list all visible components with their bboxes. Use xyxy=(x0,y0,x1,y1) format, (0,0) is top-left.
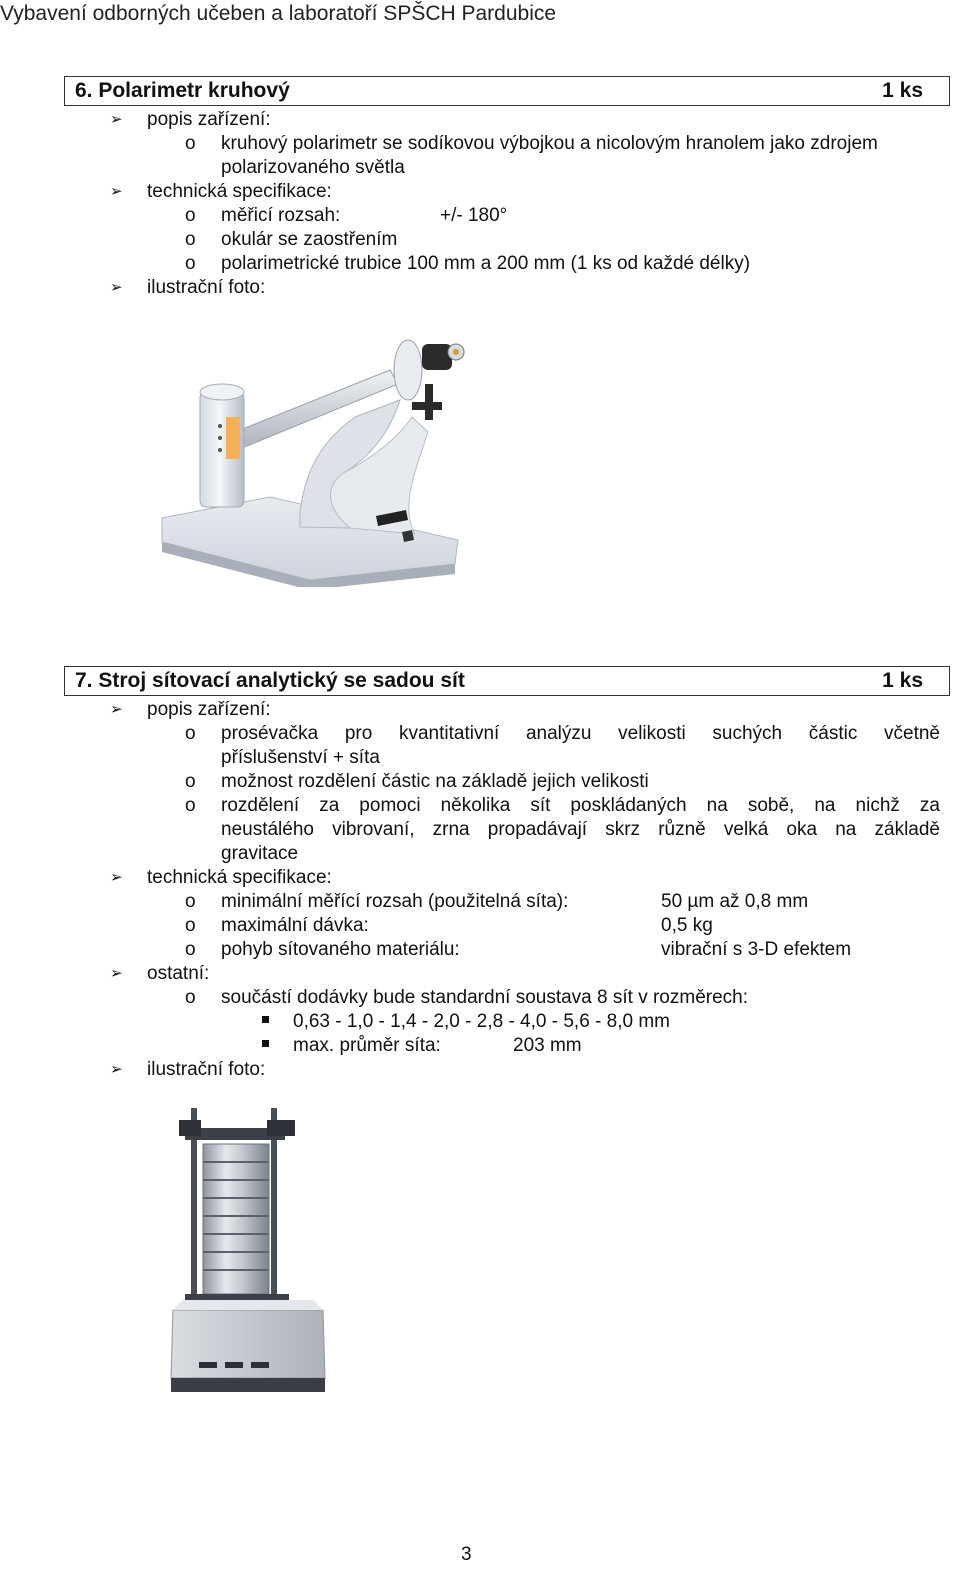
s6-spec-1-value: +/- 180° xyxy=(440,205,508,226)
section-7-title: 7. Stroj sítovací analytický se sadou sít xyxy=(75,669,465,692)
section-7-heading xyxy=(64,666,950,696)
arrow-bullet-icon: ➢ xyxy=(110,869,123,886)
page-header: Vybavení odborných učeben a laboratoří SPŠCH Pardubice xyxy=(0,2,557,25)
s7-popis-label: popis zařízení: xyxy=(147,699,271,720)
polarimeter-photo xyxy=(150,322,480,587)
s7-popis-2: možnost rozdělení částic na základě jejich velikosti xyxy=(221,771,649,792)
s6-spec-2: okulár se zaostřením xyxy=(221,229,398,250)
arrow-bullet-icon: ➢ xyxy=(110,701,123,718)
s7-popis-3a: rozdělení za pomoci několika sít poskládaných na sobě, na nichž za xyxy=(221,795,940,816)
s7-ostatni-label: ostatní: xyxy=(147,963,210,984)
s7-spec-2-value: 0,5 kg xyxy=(661,915,713,936)
circle-bullet-icon: o xyxy=(185,133,196,154)
section-7-quantity: 1 ks xyxy=(882,669,923,692)
circle-bullet-icon: o xyxy=(185,229,196,250)
section-6-title: 6. Polarimetr kruhový xyxy=(75,79,290,102)
s6-spec-1-label: měřicí rozsah: xyxy=(221,205,341,226)
s7-ostatni-1-sub-1: 0,63 - 1,0 - 1,4 - 2,0 - 2,8 - 4,0 - 5,6 - 8,0 mm xyxy=(293,1011,670,1032)
circle-bullet-icon: o xyxy=(185,205,196,226)
s6-popis-label: popis zařízení: xyxy=(147,109,271,130)
arrow-bullet-icon: ➢ xyxy=(110,111,123,128)
s7-foto-label: ilustrační foto: xyxy=(147,1059,266,1080)
arrow-bullet-icon: ➢ xyxy=(110,183,123,200)
s7-spec-3-label: pohyb sítovaného materiálu: xyxy=(221,939,460,960)
s7-ostatni-1: součástí dodávky bude standardní soustava 8 sít v rozměrech: xyxy=(221,987,749,1008)
s7-spec-1-value: 50 µm až 0,8 mm xyxy=(661,891,809,912)
arrow-bullet-icon: ➢ xyxy=(110,965,123,982)
circle-bullet-icon: o xyxy=(185,891,196,912)
circle-bullet-icon: o xyxy=(185,915,196,936)
s7-ostatni-1-sub-2-label: max. průměr síta: xyxy=(293,1035,441,1056)
s6-popis-1b: polarizovaného světla xyxy=(221,157,405,178)
s6-spec-3: polarimetrické trubice 100 mm a 200 mm (1 ks od každé délky) xyxy=(221,253,751,274)
section-6-quantity: 1 ks xyxy=(882,79,923,102)
s7-spec-label: technická specifikace: xyxy=(147,867,332,888)
circle-bullet-icon: o xyxy=(185,253,196,274)
square-bullet-icon xyxy=(262,1016,269,1023)
circle-bullet-icon: o xyxy=(185,795,196,816)
circle-bullet-icon: o xyxy=(185,723,196,744)
s7-popis-3c: gravitace xyxy=(221,843,299,864)
circle-bullet-icon: o xyxy=(185,987,196,1008)
s7-spec-3-value: vibrační s 3-D efektem xyxy=(661,939,852,960)
arrow-bullet-icon: ➢ xyxy=(110,1061,123,1078)
circle-bullet-icon: o xyxy=(185,771,196,792)
arrow-bullet-icon: ➢ xyxy=(110,279,123,296)
square-bullet-icon xyxy=(262,1040,269,1047)
s7-ostatni-1-sub-2-value: 203 mm xyxy=(513,1035,582,1056)
s7-popis-1b: příslušenství + síta xyxy=(221,747,380,768)
page-number: 3 xyxy=(461,1544,472,1565)
sieve-shaker-photo xyxy=(155,1100,335,1410)
s6-popis-1a: kruhový polarimetr se sodíkovou výbojkou a nicolovým hranolem jako zdrojem xyxy=(221,133,878,154)
s7-popis-3b: neustálého vibrovaní, zrna propadávají skrz různě velká oka na základě xyxy=(221,819,940,840)
s6-foto-label: ilustrační foto: xyxy=(147,277,266,298)
s7-popis-1a: prosévačka pro kvantitativní analýzu velikosti suchých částic včetně xyxy=(221,723,940,744)
s7-spec-1-label: minimální měřící rozsah (použitelná síta): xyxy=(221,891,569,912)
circle-bullet-icon: o xyxy=(185,939,196,960)
s7-spec-2-label: maximální dávka: xyxy=(221,915,369,936)
section-6-heading xyxy=(64,76,950,106)
s6-spec-label: technická specifikace: xyxy=(147,181,332,202)
